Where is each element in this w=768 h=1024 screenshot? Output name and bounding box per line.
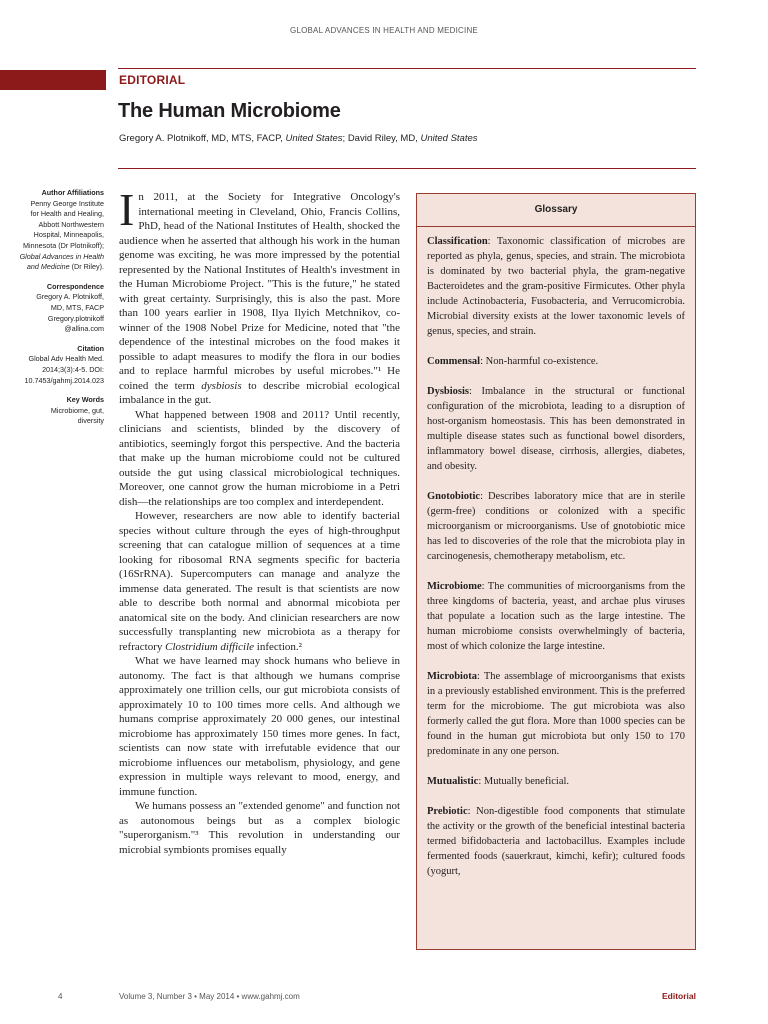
glossary-entry [427, 234, 685, 339]
glossary-definition: Imbalance in the structural or functional configuration of the microbiota, leading to a disruption of host-organism homeostasis. This has been demonstrated in multiple disease states such as functional bowel disorders, inflammatory bowel disease, cirrhosis, allergies, diabetes, and obesity. [427, 386, 685, 472]
glossary-box [416, 193, 696, 950]
correspondence-heading: Correspondence [46, 281, 104, 291]
section-label: EDITORIAL [119, 73, 186, 87]
glossary-definition: Mutually beneficial. [483, 776, 570, 787]
glossary-entry [427, 384, 685, 474]
glossary-definition: Describes laboratory mice that are in sterile (germ-free) conditions or colonized with a specific microorganism or microorganisms. Use of gnotobiotic mice has led to discoveries of the role that the microbiota play in carcinogenesis, chemotherapy metabolism, etc. [427, 491, 685, 562]
glossary-definition: Taxonomic classification of microbes are reported as phyla, genus, species, and strain. The microbiota is dominated by two bacterial phyla, the gram-negative Bacteroidetes and the gram-positive Firmicutes. Other phyla include Actinobacteria, Fusobacteria, and Verrucomicrobia. Microbial diversity exists at the lower taxonomic levels of genus, species, and strain. [427, 236, 685, 337]
body-paragraph [119, 184, 400, 408]
glossary-separator: : [478, 776, 484, 787]
journal-header: GLOBAL ADVANCES IN HEALTH AND MEDICINE [290, 26, 478, 35]
citation-doi[interactable]: 10.7453/gahmj.2014.023 [24, 375, 104, 385]
glossary-term: Classification [427, 236, 488, 247]
article-title: The Human Microbiome [118, 100, 341, 122]
affiliation-tail: (Dr Riley). [69, 262, 104, 272]
affiliation-line: Penny George Institute [30, 198, 104, 208]
affiliation-line: for Health and Healing, [30, 209, 104, 219]
paragraph-text: to describe microbial ecological imbalance in the gut. [119, 379, 400, 406]
glossary-separator: : [467, 806, 477, 817]
body-paragraph [119, 509, 400, 654]
author-1-name: Gregory A. Plotnikoff, MD, MTS, FACP, [119, 133, 286, 144]
glossary-term: Commensal [427, 356, 481, 367]
keywords-heading: Key Words [66, 395, 104, 405]
article-body [119, 184, 400, 857]
affiliation-line: Minnesota (Dr Plotnikoff); [23, 240, 104, 250]
paragraph-text: infection.² [254, 640, 302, 653]
glossary-term: Mutualistic [427, 776, 479, 787]
correspondence-email[interactable]: Gregory.plotnikoff [47, 313, 104, 323]
author-1-country: United States [285, 133, 343, 144]
paragraph-italic: dysbiosis [201, 379, 242, 392]
body-paragraph: We humans possess an "extended genome" and function not as autonomous beings but as a complex biologic "superorganism."³ This revolution in understanding our microbial symbionts promises equally [119, 800, 400, 856]
glossary-definition: Non-digestible food components that stimulate the activity or the growth of the beneficial intestinal bacteria termed bifidobacteria and lactobacillus. Examples include fermented foods (sauerkraut, kimchi, kefir); cultured foods (yogurt, [427, 806, 685, 877]
glossary-separator: : [487, 236, 497, 247]
glossary-term: Microbiota [427, 671, 477, 682]
glossary-entry [427, 774, 685, 789]
correspondence-email[interactable]: @allina.com [64, 324, 104, 334]
glossary-entry [427, 489, 685, 564]
body-paragraph: What happened between 1908 and 2011? Until recently, clinicians and scientists, blinded by the discovery of antibiotics, seemingly forgot this perspective. And the bacteria that make up the human microbiome could not be cultured outside the gut using classical microbiological techniques. Moreover, one cannot grow the human microbiome in a Petri dish—the relationships are too complex and interdependent. [119, 408, 400, 508]
keywords-line: Microbiome, gut, [50, 405, 104, 415]
citation-line: Global Adv Health Med. [28, 354, 104, 364]
affiliation-line [8, 262, 104, 273]
glossary-term: Prebiotic [427, 806, 468, 817]
paragraph-text: n 2011, at the Society for Integrative Oncology's international meeting in Cleveland, Ohio, Francis Collins, PhD, head of the National Institutes of Health, shocked the audience when he asserted that although his work in the human genome was exciting, he was more impressed by the potential represented by the National Institutes of Health's investment in the Human Microbiome Project. "This is the future," he stated with great certainty. Surprisingly, this is also the past. More than 100 years earlier in 1908, Ilya Ilyich Metchnikov, co-winner of the 1908 Nobel Prize for Medicine, noted that "the dependence of the intestinal microbes on the food makes it possible to adapt measures to modify the flora in our bodies and to replace harmful microbes by useful microbes."¹ He coined the term [119, 191, 400, 392]
affiliation-journal: Global Advances in Health [19, 251, 104, 261]
glossary-entry [427, 354, 685, 369]
paragraph-text: However, researchers are now able to identify bacterial species without culture through the eyes of high-throughput screening that can catalogue million of sequences at a time looking for ribosomal RNA segments specific for bacteria (16SrRNA). Supercomputers can manage and analyze the immense data generated. The result is that scientists are now able to describe both normal and abnormal micobiota per anatomical site on the body. And clinician researchers are now successfully transplanting new microbiota as a therapy for refractory [119, 510, 400, 653]
glossary-term: Dysbiosis [427, 386, 470, 397]
glossary-separator: : [469, 386, 482, 397]
glossary-entry [427, 669, 685, 759]
glossary-definition: The assemblage of microorganisms that exists in a previously established environment. This is the preferred term for the microbiome. The gut microbiota was also formerly called the gut flora. More than 1000 species can be found in the human gut microbiota but only 150 to 170 predominate in any one person. [427, 671, 685, 757]
affiliation-journal: and Medicine [26, 262, 70, 272]
glossary-entry [427, 804, 685, 879]
header-rule [118, 68, 696, 69]
affiliations-heading: Author Affiliations [41, 188, 104, 197]
keywords-line: diversity [77, 416, 104, 426]
glossary-definition: Non-harmful co-existence. [485, 356, 599, 367]
body-paragraph: What we have learned may shock humans who believe in autonomy. The fact is that although we humans comprise approximately one trillion cells, our gut microbiota consists of approximately 10 to 100 times more cells. And although we humans comprise approximately 20 000 genes, our intestinal microbiome has approximately 150 times more genes. In fact, scientists can now state with irrefutable evidence that our microbiome influences our metabolism, physiology, and gene expression in multiple ways relevant to mood, energy, and immune function. [119, 655, 400, 798]
article-sidebar [8, 188, 104, 427]
page-number: 4 [58, 992, 63, 1001]
author-line [119, 133, 699, 144]
citation-heading: Citation [77, 343, 104, 353]
author-2-name: David Riley, MD, [347, 133, 421, 144]
correspondence-line: MD, MTS, FACP [50, 302, 104, 312]
paragraph-italic: Clostridium difficile [165, 640, 255, 653]
affiliation-line [8, 252, 104, 263]
correspondence-line: Gregory A. Plotnikoff, [36, 292, 104, 302]
authors-rule [118, 168, 696, 169]
affiliation-line: Hospital, Minneapolis, [33, 230, 104, 240]
glossary-separator: : [480, 491, 488, 502]
author-2-country: United States [420, 133, 478, 144]
section-color-bar [0, 70, 106, 90]
glossary-title: Glossary [534, 204, 578, 215]
author-separator: ; [342, 133, 348, 144]
issue-info: Volume 3, Number 3 • May 2014 • www.gahmj.com [119, 992, 300, 1001]
footer-section-label: Editorial [661, 991, 696, 1001]
glossary-entry [427, 579, 685, 654]
affiliation-line: Abbott Northwestern [38, 219, 104, 229]
glossary-term: Microbiome [427, 581, 482, 592]
glossary-separator: : [481, 581, 488, 592]
glossary-separator: : [480, 356, 486, 367]
glossary-term: Gnotobiotic [427, 491, 481, 502]
citation-line: 2014;3(3):4-5. DOI: [42, 364, 104, 374]
glossary-definition: The communities of microorganisms from the three kingdoms of bacteria, yeast, and archae plus viruses that populate a location such as the large intestine. The human microbiome consists overwhelmingly of bacteria, most of which colonize the large intestine. [427, 581, 685, 652]
drop-cap: I [119, 184, 135, 235]
glossary-separator: : [476, 671, 484, 682]
glossary-body [417, 227, 695, 879]
